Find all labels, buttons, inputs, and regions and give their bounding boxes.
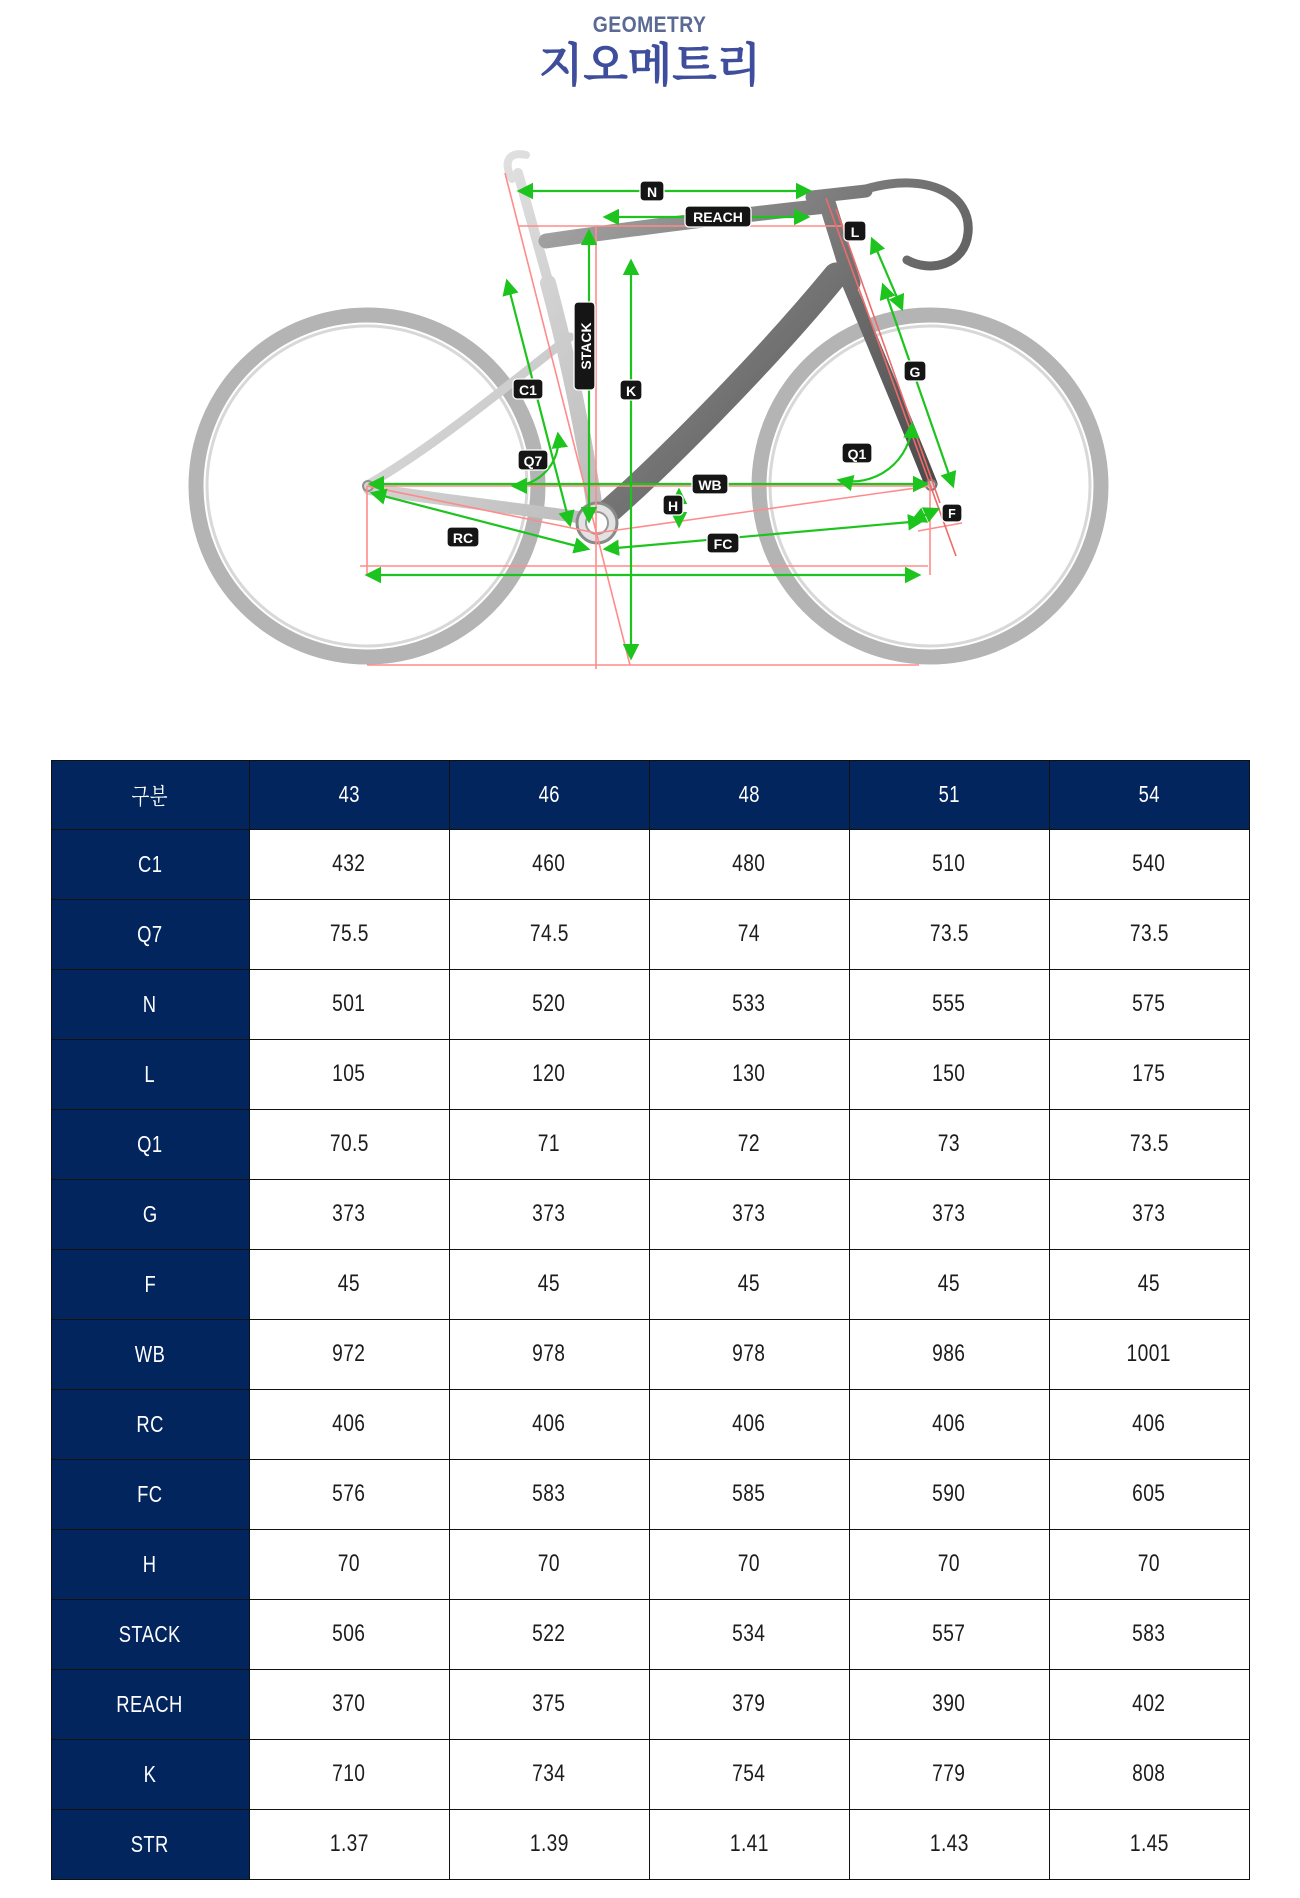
cell: 373 [1049,1179,1249,1249]
cell: 480 [649,829,849,899]
row-label: F [51,1249,249,1319]
row-label: Q1 [51,1109,249,1179]
cell: 406 [649,1389,849,1459]
svg-text:G: G [909,363,921,380]
svg-text:FC: FC [713,535,733,552]
cell: 605 [1049,1459,1249,1529]
cell: 73.5 [1049,899,1249,969]
cell: 710 [249,1739,449,1809]
handlebar [866,182,968,265]
cell: 45 [449,1249,649,1319]
cell: 1.41 [649,1809,849,1879]
row-label: STR [51,1809,249,1879]
row-label: Q7 [51,899,249,969]
row-label: FC [51,1459,249,1529]
dim-f [912,509,938,521]
dimension-label-l [844,221,866,241]
cell: 986 [849,1319,1049,1389]
cell: 533 [649,969,849,1039]
eyebrow-text: GEOMETRY [593,12,707,37]
steering-axis [826,198,956,556]
cell: 71 [449,1109,649,1179]
table-header-row [51,760,1249,829]
cell: 978 [449,1319,649,1389]
column-header-text: 51 [938,781,960,808]
column-header-label [51,760,249,829]
cell: 373 [649,1179,849,1249]
cell: 583 [449,1459,649,1529]
svg-text:Q1: Q1 [847,445,867,462]
cell: 70.5 [249,1109,449,1179]
svg-text:K: K [625,382,637,399]
table-row [51,1109,1249,1179]
cell: 72 [649,1109,849,1179]
cell: 432 [249,829,449,899]
eyebrow-title [0,12,1300,38]
cell: 375 [449,1669,649,1739]
table-row [51,1249,1249,1319]
column-header-text: 46 [538,781,560,808]
cell: 978 [649,1319,849,1389]
row-label: WB [51,1319,249,1389]
cell: 734 [449,1739,649,1809]
row-label: RC [51,1389,249,1459]
cell: 1.45 [1049,1809,1249,1879]
cell: 506 [249,1599,449,1669]
cell: 74.5 [449,899,649,969]
table-row [51,1529,1249,1599]
cell: 510 [849,829,1049,899]
cell: 808 [1049,1739,1249,1809]
page-title [0,40,1300,91]
cell: 406 [849,1389,1049,1459]
cell: 70 [649,1529,849,1599]
dimension-label-rc [447,527,479,547]
cell: 120 [449,1039,649,1109]
cell: 130 [649,1039,849,1109]
svg-text:STACK: STACK [578,322,594,370]
cell: 575 [1049,969,1249,1039]
dimension-label-c1 [513,379,543,399]
construction-lines [360,173,962,669]
cell: 972 [249,1319,449,1389]
cell: 74 [649,899,849,969]
cell: 754 [649,1739,849,1809]
table-row [51,1669,1249,1739]
cell: 373 [449,1179,649,1249]
row-label: REACH [51,1669,249,1739]
cell: 73 [849,1109,1049,1179]
page-title-text: 지오메트리 [538,39,762,91]
row-label: K [51,1739,249,1809]
cell: 1001 [1049,1319,1249,1389]
svg-text:RC: RC [452,529,474,546]
dimension-label-q7 [518,450,548,470]
svg-text:REACH: REACH [693,208,743,225]
geometry-table [51,760,1250,1880]
cell: 406 [249,1389,449,1459]
svg-text:N: N [646,183,658,200]
cell: 45 [649,1249,849,1319]
saddle-clamp-hole [521,158,526,163]
column-header-size [649,760,849,829]
cell: 576 [249,1459,449,1529]
row-label: L [51,1039,249,1109]
svg-text:C1: C1 [519,381,537,398]
cell: 1.37 [249,1809,449,1879]
cell: 70 [849,1529,1049,1599]
svg-text:L: L [850,223,860,240]
column-header-size [249,760,449,829]
column-header-text: 구분 [131,783,169,810]
cell: 45 [1049,1249,1249,1319]
dimension-label-fc [707,533,739,553]
cell: 373 [249,1179,449,1249]
cell: 175 [1049,1039,1249,1109]
table-row [51,1459,1249,1529]
table-row [51,1039,1249,1109]
row-label: C1 [51,829,249,899]
column-header-size [849,760,1049,829]
page-header [0,0,1300,91]
cell: 45 [249,1249,449,1319]
table-row [51,1319,1249,1389]
row-label: H [51,1529,249,1599]
cell: 45 [849,1249,1049,1319]
column-header-size [449,760,649,829]
svg-text:H: H [667,497,679,514]
cell: 370 [249,1669,449,1739]
cell: 70 [249,1529,449,1599]
cell: 585 [649,1459,849,1529]
geometry-diagram [150,113,1150,688]
table-row [51,1179,1249,1249]
row-label: N [51,969,249,1039]
cell: 402 [1049,1669,1249,1739]
svg-text:Q7: Q7 [523,452,543,469]
cell: 406 [1049,1389,1249,1459]
cell: 501 [249,969,449,1039]
dimension-label-g [904,361,926,381]
cell: 583 [1049,1599,1249,1669]
dimension-label-k [620,380,642,400]
table-row [51,899,1249,969]
dimension-label-f [942,504,962,522]
cell: 406 [449,1389,649,1459]
column-header-text: 54 [1138,781,1160,808]
cell: 779 [849,1739,1049,1809]
column-header-size [1049,760,1249,829]
column-header-text: 48 [738,781,760,808]
bike-diagram-svg [150,113,1150,683]
column-header-text: 43 [338,781,360,808]
cell: 540 [1049,829,1249,899]
cell: 1.39 [449,1809,649,1879]
fork-offset-guide [918,523,962,531]
cell: 557 [849,1599,1049,1669]
cell: 75.5 [249,899,449,969]
cell: 379 [649,1669,849,1739]
cell: 534 [649,1599,849,1669]
dimension-label-h [663,495,683,515]
cell: 590 [849,1459,1049,1529]
cell: 73.5 [849,899,1049,969]
cell: 555 [849,969,1049,1039]
cell: 70 [1049,1529,1249,1599]
row-label: STACK [51,1599,249,1669]
table-row [51,1389,1249,1459]
stem [812,191,866,197]
dimension-label-stack [574,302,595,390]
table-row [51,969,1249,1039]
cell: 390 [849,1669,1049,1739]
table-row [51,1599,1249,1669]
dimension-label-wb [692,474,728,494]
cell: 70 [449,1529,649,1599]
cell: 520 [449,969,649,1039]
table-row [51,1809,1249,1879]
cell: 373 [849,1179,1049,1249]
cell: 1.43 [849,1809,1049,1879]
cell: 150 [849,1039,1049,1109]
cell: 460 [449,829,649,899]
table-row [51,829,1249,899]
svg-text:WB: WB [698,476,722,493]
row-label: G [51,1179,249,1249]
dimension-label-n [640,181,664,201]
cell: 522 [449,1599,649,1669]
dimension-label-q1 [842,443,872,463]
dimension-label-reach [685,206,751,227]
table-row [51,1739,1249,1809]
cell: 73.5 [1049,1109,1249,1179]
cell: 105 [249,1039,449,1109]
svg-text:F: F [948,506,956,521]
